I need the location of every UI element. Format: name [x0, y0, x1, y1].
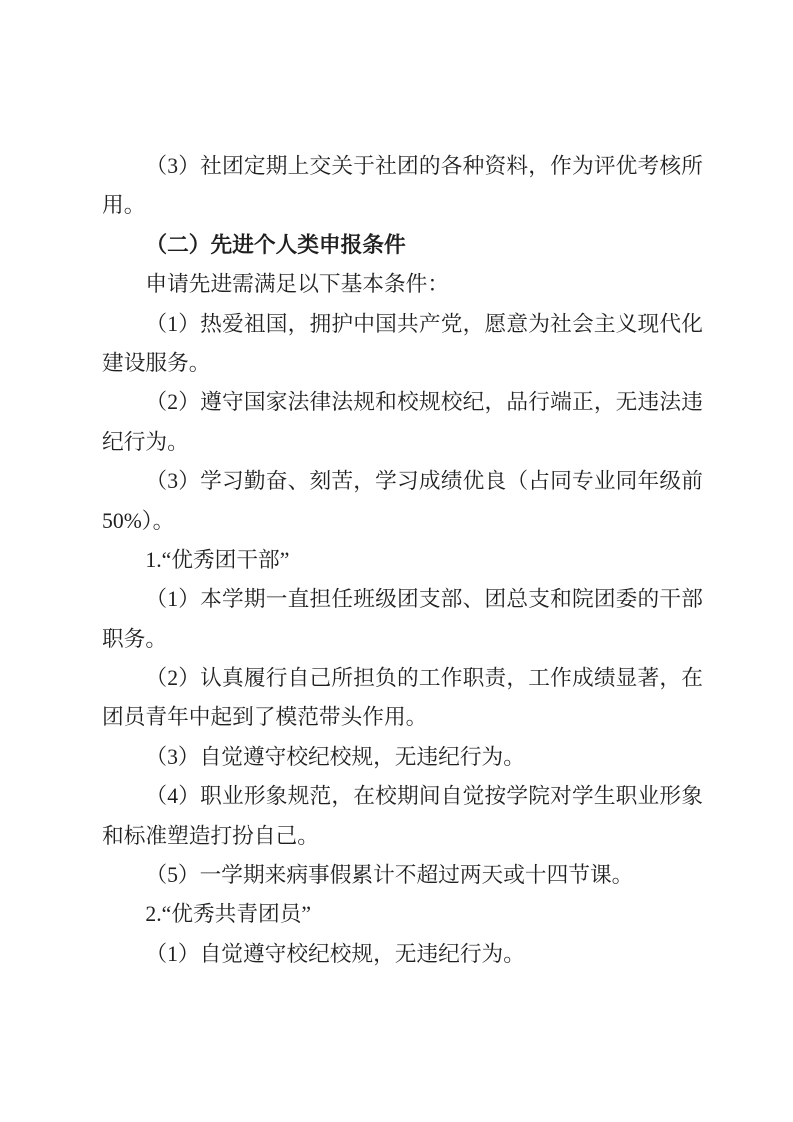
text-line: 申请先进需满足以下基本条件： [145, 272, 450, 297]
text-line: 和标准塑造打扮自己。 [102, 823, 319, 848]
text-line: 用。 [102, 193, 146, 218]
subsection-heading: 1.“优秀团干部” [145, 547, 290, 572]
text-line: 职务。 [102, 626, 168, 651]
text-line: （4）职业形象规范，在校期间自觉按学院对学生职业形象 [145, 784, 703, 809]
subsection-heading: 2.“优秀共青团员” [145, 902, 312, 927]
text-line: 纪行为。 [102, 429, 189, 454]
text-line: （1）热爱祖国，拥护中国共产党，愿意为社会主义现代化 [145, 311, 703, 336]
text-line: （1）自觉遵守校纪校规，无违纪行为。 [145, 941, 525, 966]
text-line: （2）遵守国家法律法规和校规校纪，品行端正，无违法违 [145, 390, 703, 415]
text-line: （3）自觉遵守校纪校规，无违纪行为。 [145, 744, 525, 769]
text-line: （1）本学期一直担任班级团支部、团总支和院团委的干部 [145, 587, 703, 612]
text-line: 建设服务。 [102, 350, 211, 375]
text-line: （3）学习勤奋、刻苦，学习成绩优良（占同专业同年级前 [145, 469, 703, 494]
text-line: （5）一学期来病事假累计不超过两天或十四节课。 [145, 863, 634, 888]
text-line: （2）认真履行自己所担负的工作职责，工作成绩显著，在 [145, 666, 703, 691]
text-line: （3）社团定期上交关于社团的各种资料，作为评优考核所 [145, 154, 703, 178]
document-body [102, 147, 703, 974]
text-line: 团员青年中起到了模范带头作用。 [102, 705, 428, 730]
section-heading: （二）先进个人类申报条件 [145, 232, 406, 257]
text-line: 50%）。 [102, 508, 175, 533]
